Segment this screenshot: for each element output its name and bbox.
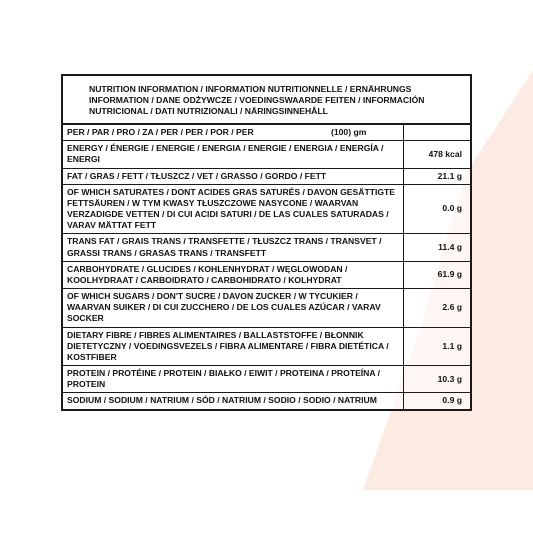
label-line: SODIUM / SODIUM / NATRIUM / SÓD / NATRIUM / SODIO / SODIO / NATRIUM	[67, 395, 377, 406]
nutrient-value: 0.9 g	[442, 395, 462, 406]
nutrient-row-sugars	[63, 289, 470, 328]
label-line: SOCKER	[67, 313, 104, 324]
label-line: OF WHICH SATURATES / DONT ACIDES GRAS SATURÉS / DAVON GESÄTTIGTE	[67, 186, 395, 197]
label-line: DIETETYCZNY / VOEDINGSVEZELS / FIBRA ALIMENTARE / FIBRA DIETÉTICA /	[67, 340, 389, 351]
nutrient-value: 0.0 g	[403, 184, 470, 234]
nutrient-row-energy	[63, 141, 470, 168]
nutrient-label	[63, 261, 403, 288]
label-line: VERZADIGDE VETTEN / DI CUI ACIDI SATURI / DE LAS CUALES SATURADAS /	[67, 209, 389, 220]
header-line: NUTRITION INFORMATION / INFORMATION NUTRITIONNELLE / ERNÄHRUNGS	[89, 84, 412, 94]
nutrient-value: 61.9 g	[403, 261, 470, 288]
nutrient-value: 21.1 g	[403, 168, 470, 184]
nutrient-row-trans-fat	[63, 234, 470, 261]
nutrient-row-sodium	[63, 393, 470, 409]
label-line: WAARVAN SUIKER / DI CUI ZUCCHERO / DE LOS CUALES AZÚCAR / VARAV	[67, 302, 381, 313]
label-line: FETTSÄUREN / W TYM KWASY TŁUSZCZOWE NASYCONE / WAARVAN	[67, 197, 359, 208]
per-row	[63, 125, 470, 141]
label-line: PROTEIN	[67, 379, 106, 390]
label-line: CARBOHYDRATE / GLUCIDES / KOHLENHYDRAT / WĘGLOWODAN /	[67, 263, 348, 274]
nutrient-row-carbohydrate	[63, 261, 470, 288]
nutrient-value: 2.6 g	[403, 289, 470, 328]
label-line: KOSTFIBER	[67, 351, 117, 362]
label-line: DIETARY FIBRE / FIBRES ALIMENTAIRES / BALLASTSTOFFE / BŁONNIK	[67, 329, 364, 340]
per-value-cell	[403, 125, 470, 141]
nutrient-label	[63, 289, 403, 328]
header-line: NUTRICIONAL / DATI NUTRIZIONALI / NÄRINGSINNEHÅLL	[89, 106, 328, 116]
nutrition-table	[63, 125, 470, 409]
per-label-cell	[63, 125, 403, 141]
label-line: KOOLHYDRAAT / CARBOIDRATO / CARBOHIDRATO / KOLHYDRAT	[67, 274, 342, 285]
nutrient-row-saturates	[63, 184, 470, 234]
nutrient-label	[63, 141, 403, 168]
nutrient-value: 10.3 g	[403, 366, 470, 393]
nutrient-row-fat	[63, 168, 470, 184]
nutrient-row-protein	[63, 366, 470, 393]
header-line: INFORMATION / DANE ODŻYWCZE / VOEDINGSWAARDE FEITEN / INFORMACIÓN	[89, 95, 425, 105]
nutrient-label	[63, 366, 403, 393]
nutrient-label	[63, 393, 403, 409]
label-line: TRANS FAT / GRAIS TRANS / TRANSFETTE / TŁUSZCZ TRANS / TRANSVET /	[67, 236, 382, 247]
nutrient-label	[63, 168, 403, 184]
label-line: GRASSI TRANS / GRASAS TRANS / TRANSFETT	[67, 247, 267, 258]
label-line: FAT / GRAS / FETT / TŁUSZCZ / VET / GRASSO / GORDO / FETT	[67, 170, 327, 181]
per-label: PER / PAR / PRO / ZA / PER / PER / POR / PER	[67, 127, 254, 137]
label-line: ENERGI	[67, 154, 100, 165]
nutrient-value: 11.4 g	[403, 234, 470, 261]
label-line: OF WHICH SUGARS / DON'T SUCRE / DAVON ZUCKER / W TYCUKIER /	[67, 291, 358, 302]
nutrition-header	[63, 76, 470, 125]
label-line: PROTEIN / PROTÉINE / PROTEIN / BIAŁKO / EIWIT / PROTEINA / PROTEÍNA /	[67, 368, 381, 379]
nutrient-label	[63, 234, 403, 261]
nutrient-label	[63, 184, 403, 234]
label-line: ENERGY / ÉNERGIE / ENERGIE / ENERGIA / ENERGIE / ENERGIA / ENERGÍA /	[67, 143, 384, 154]
nutrient-value: 478 kcal	[403, 141, 470, 168]
nutrient-label	[63, 327, 403, 366]
nutrient-row-fibre	[63, 327, 470, 366]
nutrient-value: 1.1 g	[403, 327, 470, 366]
label-line: VARAV MÄTTAT FETT	[67, 220, 157, 231]
per-amount: (100) gm	[331, 127, 367, 137]
nutrition-label	[61, 74, 472, 411]
